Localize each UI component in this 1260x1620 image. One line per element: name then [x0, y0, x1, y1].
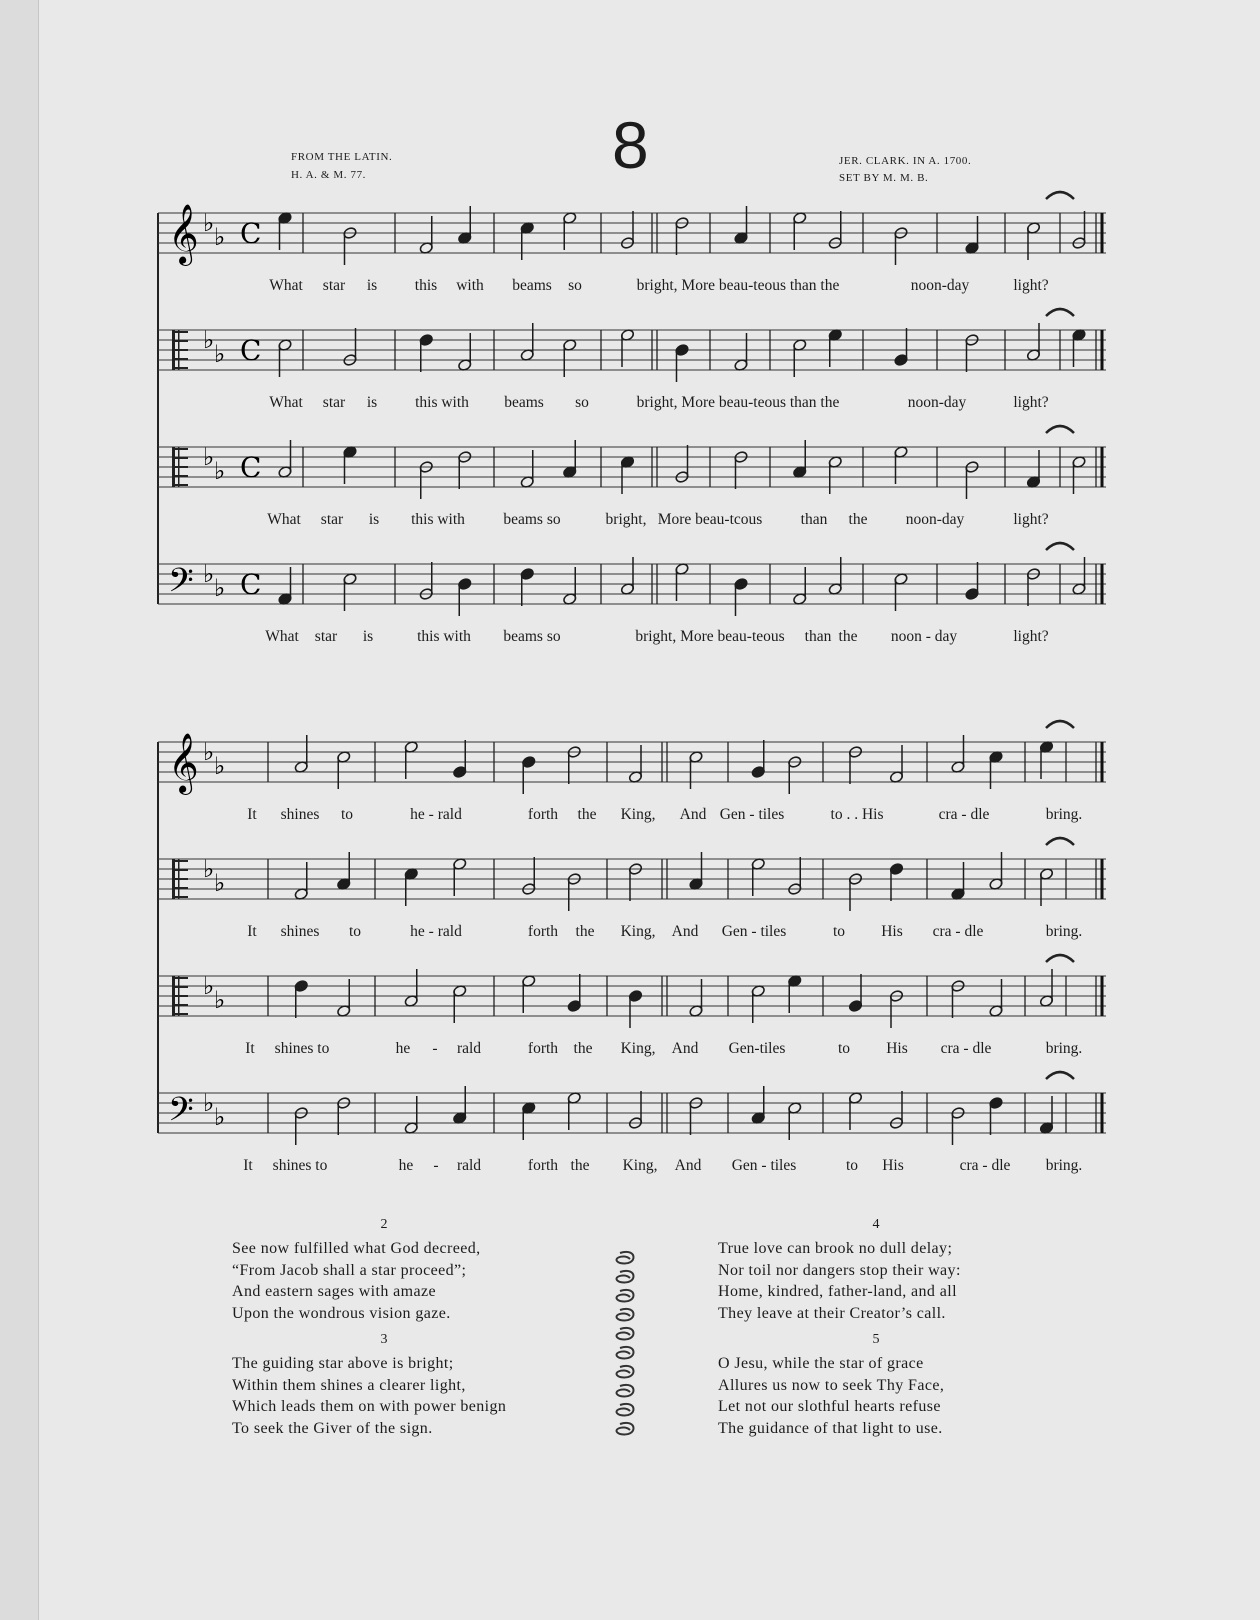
lyric-syllable: star	[314, 628, 338, 645]
ornament-scroll-icon	[617, 1404, 634, 1416]
fermata-icon	[1046, 192, 1074, 199]
ornament-scroll-icon	[617, 1309, 634, 1321]
ornament-scroll-icon	[617, 1252, 634, 1264]
lyric-syllable: the	[848, 511, 868, 528]
lyric-syllable: noon - day	[890, 628, 958, 645]
lyric-syllable: he	[395, 1040, 411, 1057]
ornament-scroll-icon	[617, 1290, 634, 1302]
verse-5-line-4: The guidance of that light to use.	[718, 1419, 943, 1437]
lyric-syllable: His	[882, 1157, 904, 1174]
lyric-syllable: star	[322, 277, 346, 294]
lyric-syllable: forth	[527, 1157, 559, 1174]
flat-icon: ♭	[214, 986, 226, 1014]
verse-2-line-1: See now fulfilled what God decreed,	[232, 1240, 481, 1257]
lyric-syllable: Gen - tiles	[731, 1157, 797, 1174]
source-line-2: H. A. & M. 77.	[291, 169, 367, 181]
lyric-syllable: bright,	[605, 511, 647, 528]
flat-icon: ♭	[214, 457, 226, 485]
lyric-syllable: rald	[456, 1040, 482, 1057]
lyric-syllable: the	[577, 806, 597, 823]
lyric-syllable: It	[243, 1157, 253, 1174]
lyric-syllable: King,	[620, 1040, 656, 1057]
ornament-scroll-icon	[617, 1366, 634, 1378]
lyric-syllable: to	[348, 923, 362, 940]
fermata-icon	[1046, 426, 1074, 433]
verse-number-5: 5	[872, 1332, 880, 1347]
lyric-syllable: shines to	[274, 1040, 330, 1057]
composer-line-2: SET BY M. M. B.	[839, 172, 929, 184]
lyric-syllable: noon-day	[907, 394, 967, 411]
lyric-syllable: shines	[280, 923, 320, 940]
lyric-syllable: -	[433, 1157, 439, 1174]
lyric-syllable: than	[800, 511, 828, 528]
verse-number-3: 3	[380, 1332, 388, 1347]
lyric-syllable: cra - dle	[959, 1157, 1011, 1174]
verse-5	[718, 1353, 944, 1439]
lyric-syllable: is	[368, 511, 380, 528]
treble-clef-icon: 𝄞	[168, 204, 199, 264]
common-time-icon: C	[240, 568, 262, 601]
lyric-syllable: And	[674, 1157, 702, 1174]
verse-4-line-3: Home, kindred, father-land, and all	[718, 1283, 957, 1300]
flat-icon: ♭	[214, 340, 226, 368]
lyric-syllable: cra - dle	[940, 1040, 992, 1057]
ornament-scroll-icon	[617, 1328, 634, 1340]
lyric-syllable: star	[322, 394, 346, 411]
verse-3-line-4: To seek the Giver of the sign.	[232, 1419, 433, 1437]
lyric-syllable: Gen-tiles	[728, 1040, 786, 1057]
lyric-syllable: bright, More beau-teous than the	[636, 394, 840, 411]
lyric-syllable: And	[679, 806, 707, 823]
verse-3-line-2: Within them shines a clearer light,	[232, 1376, 466, 1394]
verse-4	[718, 1238, 961, 1324]
lyric-syllable: he	[398, 1157, 414, 1174]
ornament-scroll-icon	[617, 1271, 634, 1283]
lyric-syllable: this with	[411, 511, 465, 528]
flat-icon: ♭	[203, 738, 215, 766]
lyric-syllable: beams so	[503, 511, 561, 528]
lyric-syllable: noon-day	[905, 511, 965, 528]
verse-2-line-3: And eastern sages with amaze	[232, 1283, 437, 1300]
verse-number-4: 4	[872, 1217, 880, 1232]
lyric-syllable: What	[265, 628, 299, 645]
lyric-syllable: beams	[504, 394, 544, 411]
flat-icon: ♭	[203, 972, 215, 1000]
flat-icon: ♭	[214, 869, 226, 897]
lyric-syllable: the	[570, 1157, 590, 1174]
lyric-syllable: he - rald	[410, 923, 462, 940]
verse-2	[232, 1238, 481, 1324]
fermata-icon	[1046, 721, 1074, 728]
ornament-scroll-icon	[617, 1347, 634, 1359]
lyric-syllable: is	[366, 277, 378, 294]
lyric-syllable: this	[414, 277, 438, 294]
bass-clef-icon: 𝄢	[168, 562, 194, 608]
fermata-icon	[1046, 309, 1074, 316]
lyric-syllable: King,	[622, 1157, 658, 1174]
fermata-icon	[1046, 838, 1074, 845]
lyric-syllable: to	[340, 806, 354, 823]
flat-icon: ♭	[214, 1103, 226, 1131]
lyric-syllable: bright, More beau-teous	[635, 628, 785, 645]
flat-icon: ♭	[214, 223, 226, 251]
lyric-syllable: bring.	[1045, 1040, 1083, 1057]
lyric-syllable: to	[837, 1040, 851, 1057]
lyric-syllable: forth	[527, 1040, 559, 1057]
lyric-syllable: It	[247, 806, 257, 823]
lyric-syllable: Gen - tiles	[721, 923, 787, 940]
lyric-syllable: this with	[417, 628, 471, 645]
lyric-syllable: with	[456, 277, 484, 294]
lyric-syllable: Gen - tiles	[719, 806, 785, 823]
lyric-syllable: bring.	[1045, 1157, 1083, 1174]
lyric-syllable: King,	[620, 923, 656, 940]
lyric-syllable: bright, More beau-teous than the	[636, 277, 840, 294]
treble-clef-icon: 𝄞	[168, 733, 199, 793]
lyric-syllable: to . . His	[830, 806, 884, 823]
common-time-icon: C	[240, 217, 262, 250]
lyric-syllable: shines	[280, 806, 320, 823]
lyric-syllable: bring.	[1045, 923, 1083, 940]
composer-line-1: JER. CLARK. IN A. 1700.	[839, 155, 972, 167]
lyric-syllable: His	[886, 1040, 908, 1057]
lyric-syllable: noon-day	[910, 277, 970, 294]
flat-icon: ♭	[203, 560, 215, 588]
flat-icon: ♭	[203, 1089, 215, 1117]
lyric-syllable: light?	[1013, 628, 1049, 645]
lyric-syllable: the	[838, 628, 858, 645]
hymn-number: 8	[612, 108, 649, 182]
verse-3-line-1: The guiding star above is bright;	[232, 1355, 454, 1372]
lyric-syllable: rald	[456, 1157, 482, 1174]
verse-number-2: 2	[380, 1217, 388, 1232]
lyric-syllable: cra - dle	[938, 806, 990, 823]
lyric-syllable: forth	[527, 923, 559, 940]
flat-icon: ♭	[214, 752, 226, 780]
fermata-icon	[1046, 543, 1074, 550]
lyric-syllable: star	[320, 511, 344, 528]
lyric-syllable: is	[362, 628, 374, 645]
lyric-syllable: to	[832, 923, 846, 940]
lyric-syllable: is	[366, 394, 378, 411]
lyric-syllable: King,	[620, 806, 656, 823]
flat-icon: ♭	[203, 326, 215, 354]
verse-3	[232, 1353, 506, 1439]
lyric-syllable: light?	[1013, 277, 1049, 294]
lyric-syllable: than	[804, 628, 832, 645]
lyric-syllable: His	[881, 923, 903, 940]
verse-5-line-1: O Jesu, while the star of grace	[718, 1355, 924, 1372]
lyric-syllable: cra - dle	[932, 923, 984, 940]
lyric-syllable: What	[269, 277, 303, 294]
source-line-1: FROM THE LATIN.	[291, 151, 393, 163]
ornament-scroll-icon	[617, 1385, 634, 1397]
flat-icon: ♭	[203, 855, 215, 883]
verse-2-line-2: “From Jacob shall a star proceed”;	[232, 1261, 467, 1279]
lyric-syllable: shines to	[272, 1157, 328, 1174]
lyric-syllable: bring.	[1045, 806, 1083, 823]
flat-icon: ♭	[203, 209, 215, 237]
flat-icon: ♭	[214, 574, 226, 602]
lyric-syllable: so	[575, 394, 589, 411]
lyric-syllable: What	[269, 394, 303, 411]
lyric-syllable: the	[573, 1040, 593, 1057]
lyric-syllable: And	[671, 923, 699, 940]
lyric-syllable: It	[245, 1040, 255, 1057]
lyric-syllable: to	[845, 1157, 859, 1174]
common-time-icon: C	[240, 334, 262, 367]
ornament-divider	[614, 1245, 644, 1445]
common-time-icon: C	[240, 451, 262, 484]
verse-2-line-4: Upon the wondrous vision gaze.	[232, 1304, 451, 1322]
verse-5-line-2: Allures us now to seek Thy Face,	[718, 1376, 945, 1394]
lyric-syllable: What	[267, 511, 301, 528]
lyric-syllable: so	[568, 277, 582, 294]
verse-3-line-3: Which leads them on with power benign	[232, 1398, 507, 1415]
verse-5-line-3: Let not our slothful hearts refuse	[718, 1398, 941, 1415]
lyric-syllable: the	[575, 923, 595, 940]
lyric-syllable: light?	[1013, 511, 1049, 528]
lyric-syllable: beams	[512, 277, 552, 294]
ornament-scroll-icon	[617, 1423, 634, 1435]
lyric-syllable: It	[247, 923, 257, 940]
lyric-syllable: beams so	[503, 628, 561, 645]
fermata-icon	[1046, 955, 1074, 962]
flat-icon: ♭	[203, 443, 215, 471]
lyric-syllable: More beau-tcous	[657, 511, 763, 528]
verse-4-line-2: Nor toil nor dangers stop their way:	[718, 1261, 961, 1279]
fermata-icon	[1046, 1072, 1074, 1079]
lyric-syllable: And	[671, 1040, 699, 1057]
verse-4-line-1: True love can brook no dull delay;	[718, 1240, 953, 1257]
verse-4-line-4: They leave at their Creator’s call.	[718, 1304, 946, 1322]
lyric-syllable: -	[432, 1040, 438, 1057]
bass-clef-icon: 𝄢	[168, 1091, 194, 1137]
lyric-syllable: this with	[415, 394, 469, 411]
lyric-syllable: forth	[527, 806, 559, 823]
lyric-syllable: he - rald	[410, 806, 462, 823]
lyric-syllable: light?	[1013, 394, 1049, 411]
